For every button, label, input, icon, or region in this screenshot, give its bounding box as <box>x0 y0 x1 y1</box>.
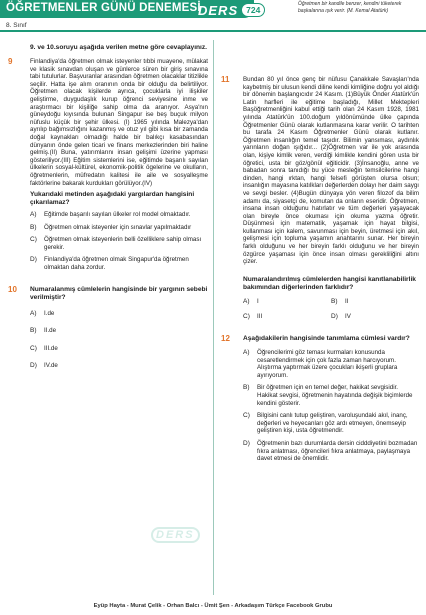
option-text: III.de <box>44 344 58 352</box>
option-text: I <box>257 297 259 305</box>
logo-text: DERS <box>198 2 239 18</box>
question-number: 11 <box>221 75 230 84</box>
ataturk-quote: Öğretmen bir kandile benzer, kendini tüketerek başkalarına ışık verir. (M. Kemal Atatürk) <box>298 1 402 14</box>
option-letter: B) <box>30 327 37 335</box>
option-text: II <box>345 297 349 305</box>
question-12 <box>221 335 419 463</box>
question-passage: Finlandiya'da öğretmen olmak isteyenler tıbbi muayene, mülakat ve klasik sınavdan oluşan ve günlerce süren bir giriş sınavına tabi tutulurlar. Başvuranlar arasından öğretmen olacaklar titizlikle seçilir. Hatta işe alım oranının onda bir olduğu da belirtiliyor. Öğretmen olacak kişilerde ayrıca, çocuklarla iyi ilişkiler geliştirme, duygudaşlık kurup öğrenci seviyesine inme ve araştırmacı bir kişiliğe sahip olma da aranıyor. Asya'nın güneydoğu kıyısında bulunan Singapur ise beş buçuk milyon nüfuslu küçük bir şehir ülkesi. (I) 1965 yılında Malezya'dan ayrılıp bağımsızlığını kazanmış ve otuz yıl gibi kısa bir zamanda doğal kaynakları olmadığı halde bir balıkçı kasabasından dünyanın önde gelen ticari ve finans merkezlerinden biri haline gelmiş.(II) Buna, yatırımlarını insan gelişimi üzerine yapması gösteriliyor.(III) Eğitim sistemlerini ise, eğitimde başarılı sayılan ülkelerin sosyal-kültürel, ekonomik-politik ögelerine ve okulların, öğretmenlerin, müfredatın kalitesi ile aile ve sosyalleşme faktörlerine bakarak kurdukları görülüyor.(IV) <box>30 58 208 187</box>
option-b[interactable] <box>30 327 208 335</box>
option-letter: B) <box>331 297 338 305</box>
question-stem: Numaralanmış cümlelerin hangisinde bir yargının sebebi verilmiştir? <box>30 285 208 301</box>
page-footer: Eyüp Hayta - Murat Çelik - Orhan Balcı - Ümit Şen - Arkadaşım Türkçe Facebook Grubu <box>93 603 333 609</box>
question-stem: Aşağıdakilerin hangisinde tanımlama cümlesi vardır? <box>243 335 410 343</box>
option-d[interactable] <box>331 313 419 321</box>
question-9 <box>8 58 208 272</box>
ders724-logo <box>198 0 265 20</box>
class-label: 8. Sınıf <box>6 22 27 29</box>
option-a[interactable] <box>30 211 208 219</box>
option-c[interactable] <box>30 236 208 251</box>
option-letter: D) <box>331 313 338 321</box>
option-text: Öğretmen olmak isteyenler için sınavlar yapılmaktadır <box>44 223 192 231</box>
page-header <box>0 0 426 24</box>
questions-intro: 9. ve 10.soruyu aşağıda verilen metne göre cevaplayınız. <box>30 44 208 51</box>
answer-options <box>243 298 419 321</box>
option-letter: C) <box>30 236 37 244</box>
option-text: I.de <box>44 309 55 317</box>
option-text: IV.de <box>44 362 58 370</box>
option-letter: C) <box>243 412 250 420</box>
option-d[interactable] <box>243 440 419 463</box>
header-rule <box>0 30 426 32</box>
option-c[interactable] <box>243 313 331 321</box>
option-b[interactable] <box>243 384 419 407</box>
question-10 <box>8 286 208 370</box>
exam-title: ÖĞRETMENLER GÜNÜ DENEMESİ <box>6 2 201 14</box>
option-text: Öğretmenin bazı durumlarda dersin cidddiyetini bozmadan fıkra anlatması, öğrencileri fıkra anlatmaya, paylaşmaya davet etmesi de önemlidir. <box>257 439 418 463</box>
option-text: Öğretmen olmak isteyenlerin belli özelliklere sahip olması gerekir. <box>44 236 202 251</box>
option-letter: D) <box>243 439 250 447</box>
option-letter: A) <box>30 309 37 317</box>
question-number: 10 <box>8 284 17 294</box>
question-number: 9 <box>8 57 13 66</box>
option-d[interactable] <box>30 256 208 271</box>
option-text: II.de <box>44 327 57 335</box>
question-passage: Bundan 80 yıl önce genç bir nüfusu Çanakkale Savaşları'nda kaybetmiş bir ulusun kendi diline kendi kimliğine doğru yol aldığı bir dönemin başlangıcıdır 24 Kasım. (1)Büyük Önder Atatürk'ün Latin harfleri ile eğitime başladığı, Millet Mektepleri Başöğretmenliğini kabul ettiği tarih olan 24 Kasım 1928, 1981 yılında Atatürk'ün 100.doğum yıldönümünde ülke çapında Öğretmenler Günü olarak kutlanmasına karar verilir. O tarihten bu tarafa 24 Kasım Öğretmenler Günü olarak kutlanır. Öğretmen insanlığın temel taşıdır. Bilimin yansıması, aydınlık yarınların doğan ışığıdır... (2)Öğretmen var ile yok arasında olan, kişiye kimlik veren, verdiği kimlikle kendini gören usta bir öğretici, usta bir göz/gönül eğiticidir. (3)İnsanoğlu, anne ve babadan sonra tanıdığı bu yüce mesleğin temsilcilerine hangi dinden, hangi ırktan, hangi felsefi görüşten olursa olsun; insanlığın mayasına katılkları değerlerden dolayı her daim saygı ve sevgi besler. (4)Bugün dünyaya yön veren filozof da bilim adamı da, siyasetçi de, komutan da onların eseridir. Öğretmen, insana insan olduğunu hatırlatır ve tüm değerleri yaşayacak olan bireyle önce okuması için okuma yazma öğretir. Düşünmesi için matematik, yaşamak için hayat bilgisi, kullanması için kalem, savunması için beyin, üretmesi için akıl, gelişmesi için topluma yaşamın anahtarını sunar. Her bireyin farklı olduğunu ve her bireyin farklı olduğunu ve her bireyin özgürce yaşaması için önce insan olması gerekliliğini altını çizer. <box>243 76 419 266</box>
option-c[interactable] <box>30 345 208 353</box>
option-text: Bilgisini canlı tutup geliştiren, varoluşundaki akıl, inanç, değerleri ve heyecanları göz ardı etmeyen, önemseyip geliştiren kişi, usta öğretmendir. <box>257 412 408 435</box>
option-text: Finlandiya'da öğretmen olmak Singapur'da öğretmen olmaktan daha zordur. <box>44 256 189 272</box>
option-letter: D) <box>30 362 37 370</box>
answer-options <box>243 349 419 463</box>
option-a[interactable] <box>30 310 208 318</box>
option-letter: A) <box>243 349 250 357</box>
option-text: III <box>257 313 263 321</box>
logo-badge: 724 <box>241 3 265 17</box>
option-text: Öğrencilerimi göz teması kurmaları konusunda cesaretlendirmek için çok fazla zaman harcıyorum. Alıştırma yaptırmak üzere çocukları ikişerli gruplara ayırıyorum. <box>257 349 398 379</box>
answer-options <box>30 310 208 370</box>
answer-options <box>30 211 208 272</box>
option-letter: C) <box>30 344 37 352</box>
option-letter: A) <box>30 211 37 219</box>
option-text: Eğitimde başarılı sayılan ülkeler rol model olmaktadır. <box>44 211 191 219</box>
left-column <box>8 36 208 380</box>
option-letter: D) <box>30 256 37 264</box>
watermark-logo: DERS <box>148 518 200 544</box>
question-number: 12 <box>221 334 230 344</box>
question-stem: Yukarıdaki metinden aşağıdaki yargılardan hangisini çıkarılamaz? <box>30 191 195 207</box>
option-a[interactable] <box>243 349 419 379</box>
column-divider <box>213 40 214 595</box>
question-11 <box>221 76 419 321</box>
option-text: Bir öğretmen için en temel değer, hakikat sevgisidir. Hakikat sevgisi, öğretmenin hayatında değişik biçimlerde kendini gösterir. <box>257 384 413 407</box>
option-a[interactable] <box>243 298 331 306</box>
option-letter: A) <box>243 297 250 305</box>
option-b[interactable] <box>331 298 419 306</box>
option-letter: C) <box>243 313 250 321</box>
option-d[interactable] <box>30 362 208 370</box>
option-letter: B) <box>30 223 37 231</box>
option-text: IV <box>345 313 351 321</box>
question-stem: Numaralandırılmış cümlelerden hangisi kanıtlanabilirlik bakımından diğerlerinden farklıdır? <box>243 275 416 291</box>
right-column <box>221 36 419 468</box>
option-c[interactable] <box>243 412 419 435</box>
option-letter: B) <box>243 384 250 392</box>
option-b[interactable] <box>30 224 208 232</box>
